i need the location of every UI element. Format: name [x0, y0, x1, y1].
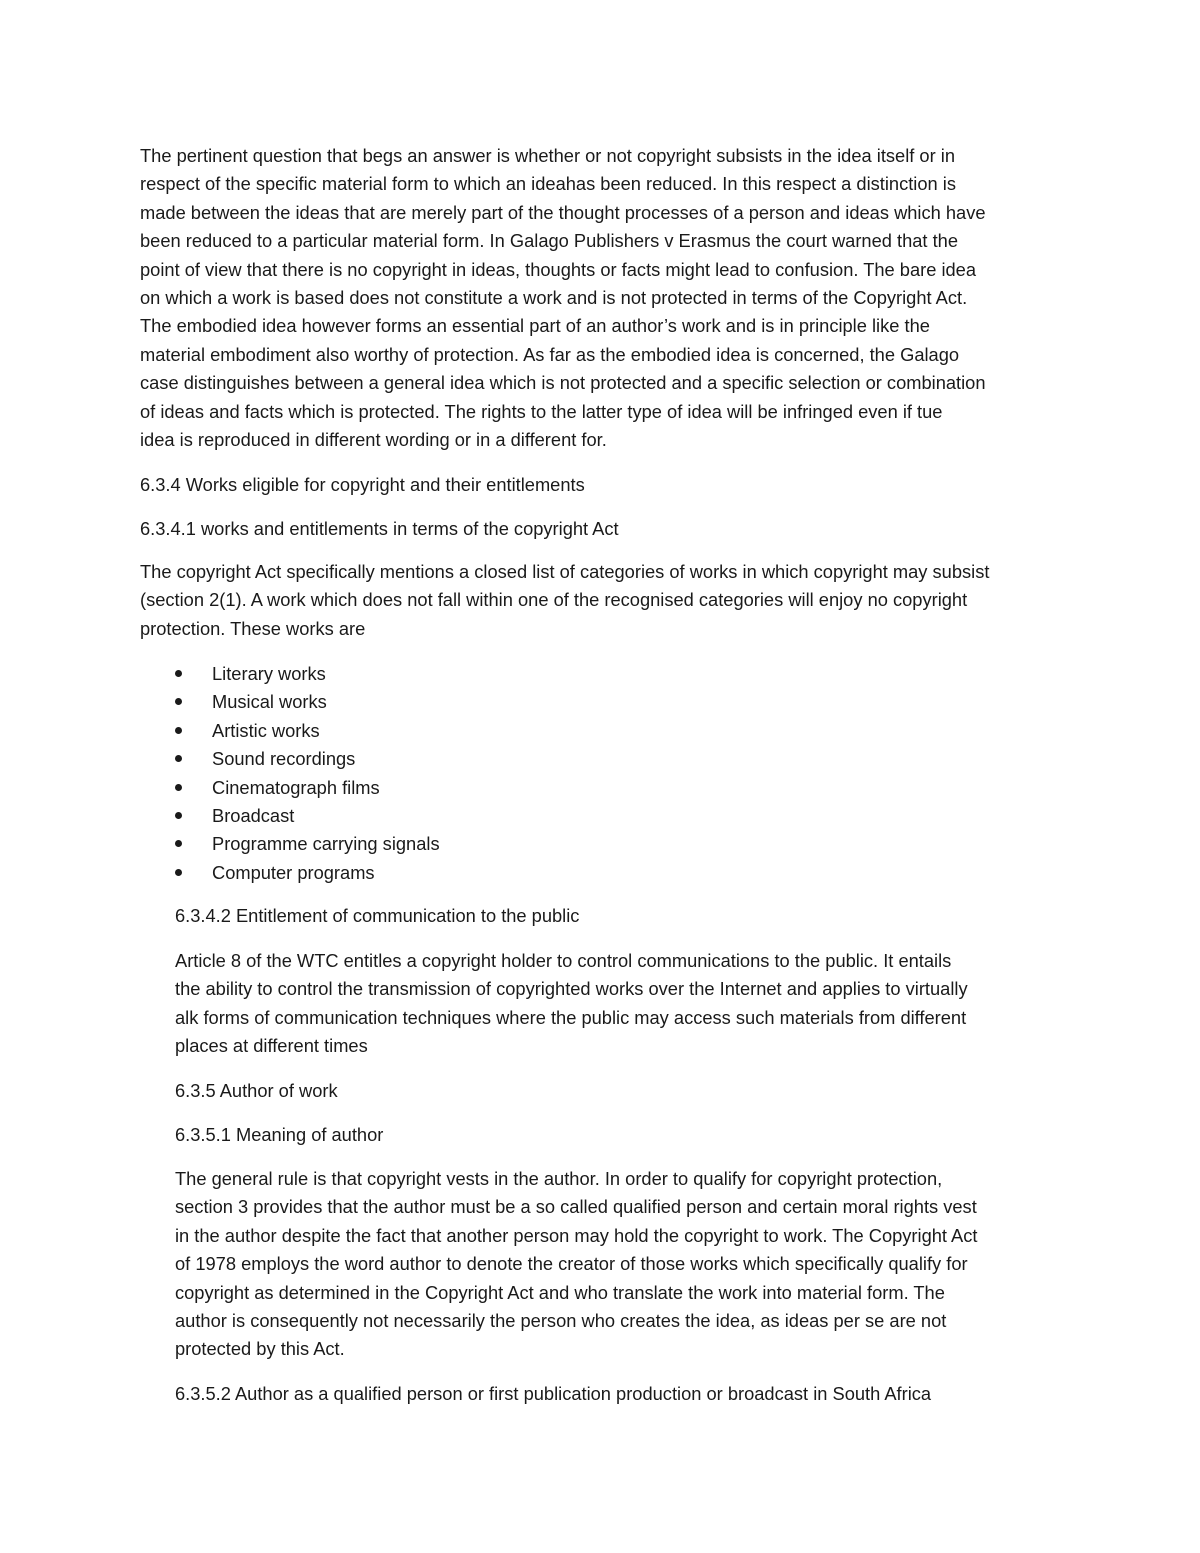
- text-line: (section 2(1). A work which does not fall within one of the recognised categories will enjoy no copyright: [140, 589, 968, 611]
- text-line: been reduced to a particular material form. In Galago Publishers v Erasmus the court warned that the: [140, 230, 958, 252]
- list-item: [140, 660, 1060, 688]
- list-item: [140, 774, 1060, 802]
- text-line: made between the ideas that are merely part of the thought processes of a person and ideas which have: [140, 201, 986, 223]
- bullet-icon: [175, 755, 182, 762]
- text-line: Article 8 of the WTC entitles a copyright holder to control communications to the public. It entails: [175, 950, 952, 971]
- list-item-label: Broadcast: [212, 804, 295, 826]
- bullet-icon: [175, 812, 182, 819]
- text-line: author is consequently not necessarily the person who creates the idea, as ideas per se are not: [175, 1310, 947, 1332]
- bullet-icon: [175, 784, 182, 791]
- text-line: The general rule is that copyright vests in the author. In order to qualify for copyright protection,: [175, 1168, 943, 1189]
- paragraph-meaning-author: [175, 1165, 1075, 1364]
- text-line: protection. These works are: [140, 617, 366, 639]
- text-line: respect of the specific material form to which an ideahas been reduced. In this respect a distinction is: [140, 173, 956, 195]
- works-bullet-list: [140, 660, 1060, 887]
- bullet-icon: [175, 698, 182, 705]
- section-heading-6-3-4-2: 6.3.4.2 Entitlement of communication to the public: [175, 905, 580, 926]
- text-line: of 1978 employs the word author to denote the creator of those works which specifically qualify for: [175, 1253, 968, 1275]
- list-item: [140, 859, 1060, 887]
- bullet-icon: [175, 840, 182, 847]
- text-line: idea is reproduced in different wording or in a different for.: [140, 429, 607, 451]
- section-heading-6-3-5: 6.3.5 Author of work: [175, 1080, 338, 1101]
- text-line: copyright as determined in the Copyright Act and who translate the work into material form. The: [175, 1281, 945, 1303]
- paragraph-idea-copyright: [140, 142, 1060, 454]
- text-line: alk forms of communication techniques where the public may access such materials from different: [175, 1006, 967, 1028]
- text-line: material embodiment also worthy of protection. As far as the embodied idea is concerned, the Galago: [140, 343, 960, 365]
- text-line: The pertinent question that begs an answer is whether or not copyright subsists in the idea itself or in: [140, 145, 955, 166]
- list-item-label: Sound recordings: [212, 748, 356, 770]
- list-item: [140, 717, 1060, 745]
- text-line: section 3 provides that the author must be a so called qualified person and certain moral rights vest: [175, 1196, 977, 1218]
- text-line: protected by this Act.: [175, 1338, 345, 1360]
- list-item-label: Literary works: [212, 663, 326, 684]
- section-heading-6-3-4-1: 6.3.4.1 works and entitlements in terms of the copyright Act: [140, 518, 619, 539]
- bullet-icon: [175, 670, 182, 677]
- list-item-label: Computer programs: [212, 861, 375, 883]
- list-item: [140, 830, 1060, 858]
- text-line: The embodied idea however forms an essential part of an author’s work and is in principle like the: [140, 315, 930, 337]
- list-item: [140, 802, 1060, 830]
- list-item-label: Artistic works: [212, 719, 320, 741]
- list-item: [140, 745, 1060, 773]
- section-heading-6-3-5-2: 6.3.5.2 Author as a qualified person or first publication production or broadcast in South Africa: [175, 1383, 932, 1404]
- text-line: of ideas and facts which is protected. The rights to the latter type of idea will be infringed even if tue: [140, 400, 943, 422]
- section-heading-6-3-4: 6.3.4 Works eligible for copyright and their entitlements: [140, 474, 585, 495]
- text-line: on which a work is based does not constitute a work and is not protected in terms of the Copyright Act.: [140, 287, 968, 309]
- paragraph-closed-list: [140, 558, 1060, 643]
- text-line: in the author despite the fact that another person may hold the copyright to work. The Copyright Act: [175, 1224, 978, 1246]
- text-line: case distinguishes between a general idea which is not protected and a specific selection or combination: [140, 372, 986, 394]
- bullet-icon: [175, 869, 182, 876]
- text-line: point of view that there is no copyright in ideas, thoughts or facts might lead to confusion. The bare idea: [140, 258, 977, 280]
- list-item: [140, 688, 1060, 716]
- text-line: places at different times: [175, 1035, 368, 1057]
- bullet-icon: [175, 727, 182, 734]
- text-line: the ability to control the transmission of copyrighted works over the Internet and applies to virtually: [175, 978, 968, 1000]
- list-item-label: Musical works: [212, 691, 327, 713]
- list-item-label: Cinematograph films: [212, 776, 380, 798]
- paragraph-communication-public: [175, 947, 1075, 1061]
- list-item-label: Programme carrying signals: [212, 833, 440, 855]
- text-line: The copyright Act specifically mentions a closed list of categories of works in which copyright may subsist: [140, 561, 990, 582]
- section-heading-6-3-5-1: 6.3.5.1 Meaning of author: [175, 1124, 384, 1145]
